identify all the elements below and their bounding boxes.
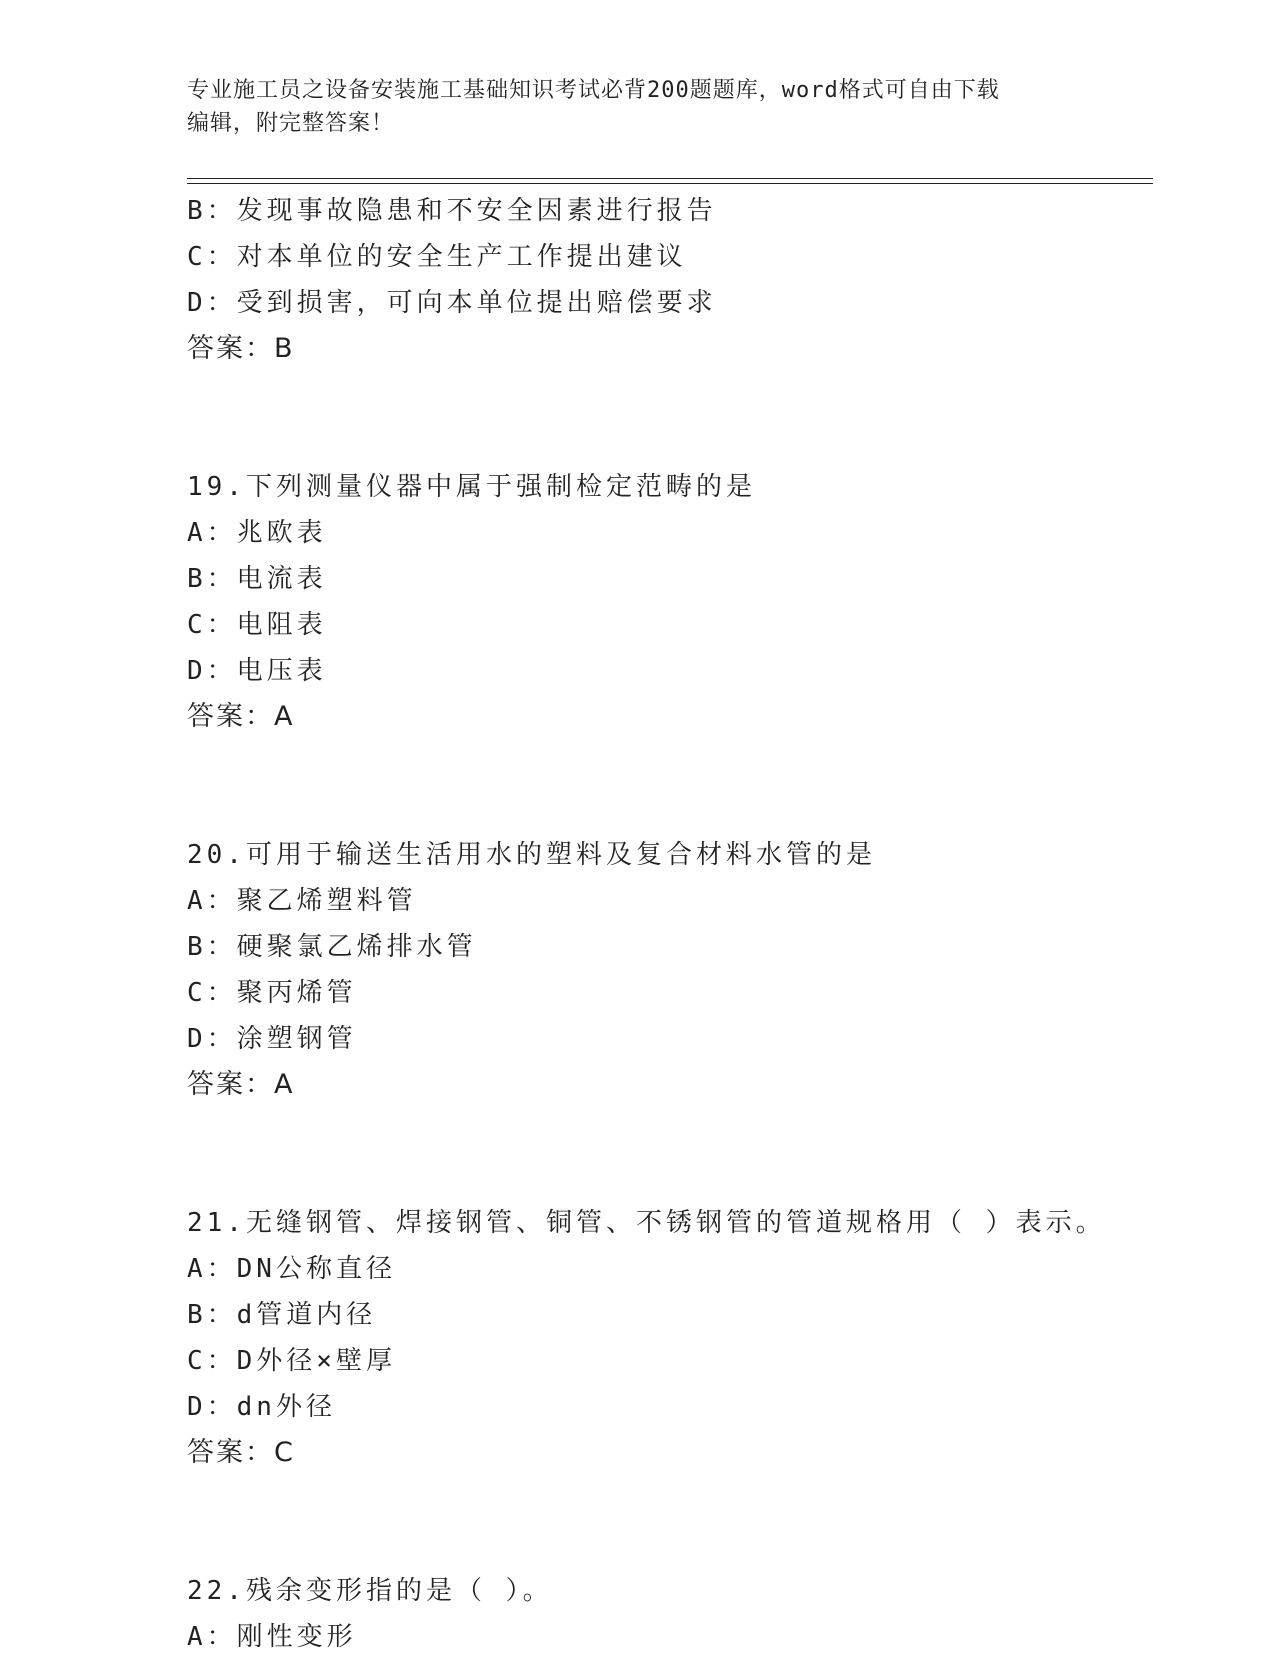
header-title-line-1: 专业施工员之设备安装施工基础知识考试必背200题题库，word格式可自由下载 <box>187 78 1000 103</box>
q20-option-a: A：聚乙烯塑料管 <box>187 886 417 916</box>
header-divider-bottom <box>187 183 1153 184</box>
q19-option-a: A：兆欧表 <box>187 518 327 548</box>
q20-answer: 答案：A <box>187 1069 295 1100</box>
header-title-line-2: 编辑，附完整答案！ <box>187 111 395 136</box>
q19-question: 19.下列测量仪器中属于强制检定范畴的是 <box>187 472 756 502</box>
q21-option-d: D：dn外径 <box>187 1392 336 1422</box>
q18-option-d: D：受到损害，可向本单位提出赔偿要求 <box>187 288 717 318</box>
question-block-20 <box>187 832 1153 1108</box>
question-spacer <box>187 1108 1153 1200</box>
q22-option-a: A：刚性变形 <box>187 1622 357 1652</box>
q19-option-d: D：电压表 <box>187 656 327 686</box>
q19-option-b: B：电流表 <box>187 564 327 594</box>
q22-question: 22.残余变形指的是（ ）。 <box>187 1576 553 1606</box>
q20-option-d: D：涂塑钢管 <box>187 1024 357 1054</box>
question-block-19 <box>187 464 1153 740</box>
q21-option-a: A：DN公称直径 <box>187 1254 396 1284</box>
q21-option-c: C：D外径×壁厚 <box>187 1346 396 1376</box>
q20-option-b: B：硬聚氯乙烯排水管 <box>187 932 477 962</box>
q19-option-c: C：电阻表 <box>187 610 327 640</box>
question-block-18 <box>187 188 1153 372</box>
q18-option-c: C：对本单位的安全生产工作提出建议 <box>187 242 687 272</box>
question-spacer <box>187 372 1153 464</box>
question-list <box>187 188 1153 1660</box>
q18-answer: 答案：B <box>187 333 295 364</box>
q18-option-b: B：发现事故隐患和不安全因素进行报告 <box>187 196 717 226</box>
q20-question: 20.可用于输送生活用水的塑料及复合材料水管的是 <box>187 840 876 870</box>
q21-answer: 答案：C <box>187 1437 295 1468</box>
header-divider-top <box>187 178 1153 179</box>
q21-option-b: B：d管道内径 <box>187 1300 377 1330</box>
question-spacer <box>187 1476 1153 1568</box>
question-block-21 <box>187 1200 1153 1476</box>
q20-option-c: C：聚丙烯管 <box>187 978 357 1008</box>
q21-question: 21.无缝钢管、焊接钢管、铜管、不锈钢管的管道规格用（ ）表示。 <box>187 1208 1106 1238</box>
document-header <box>187 74 1067 140</box>
question-block-22 <box>187 1568 1153 1660</box>
question-spacer <box>187 740 1153 832</box>
q19-answer: 答案：A <box>187 701 295 732</box>
